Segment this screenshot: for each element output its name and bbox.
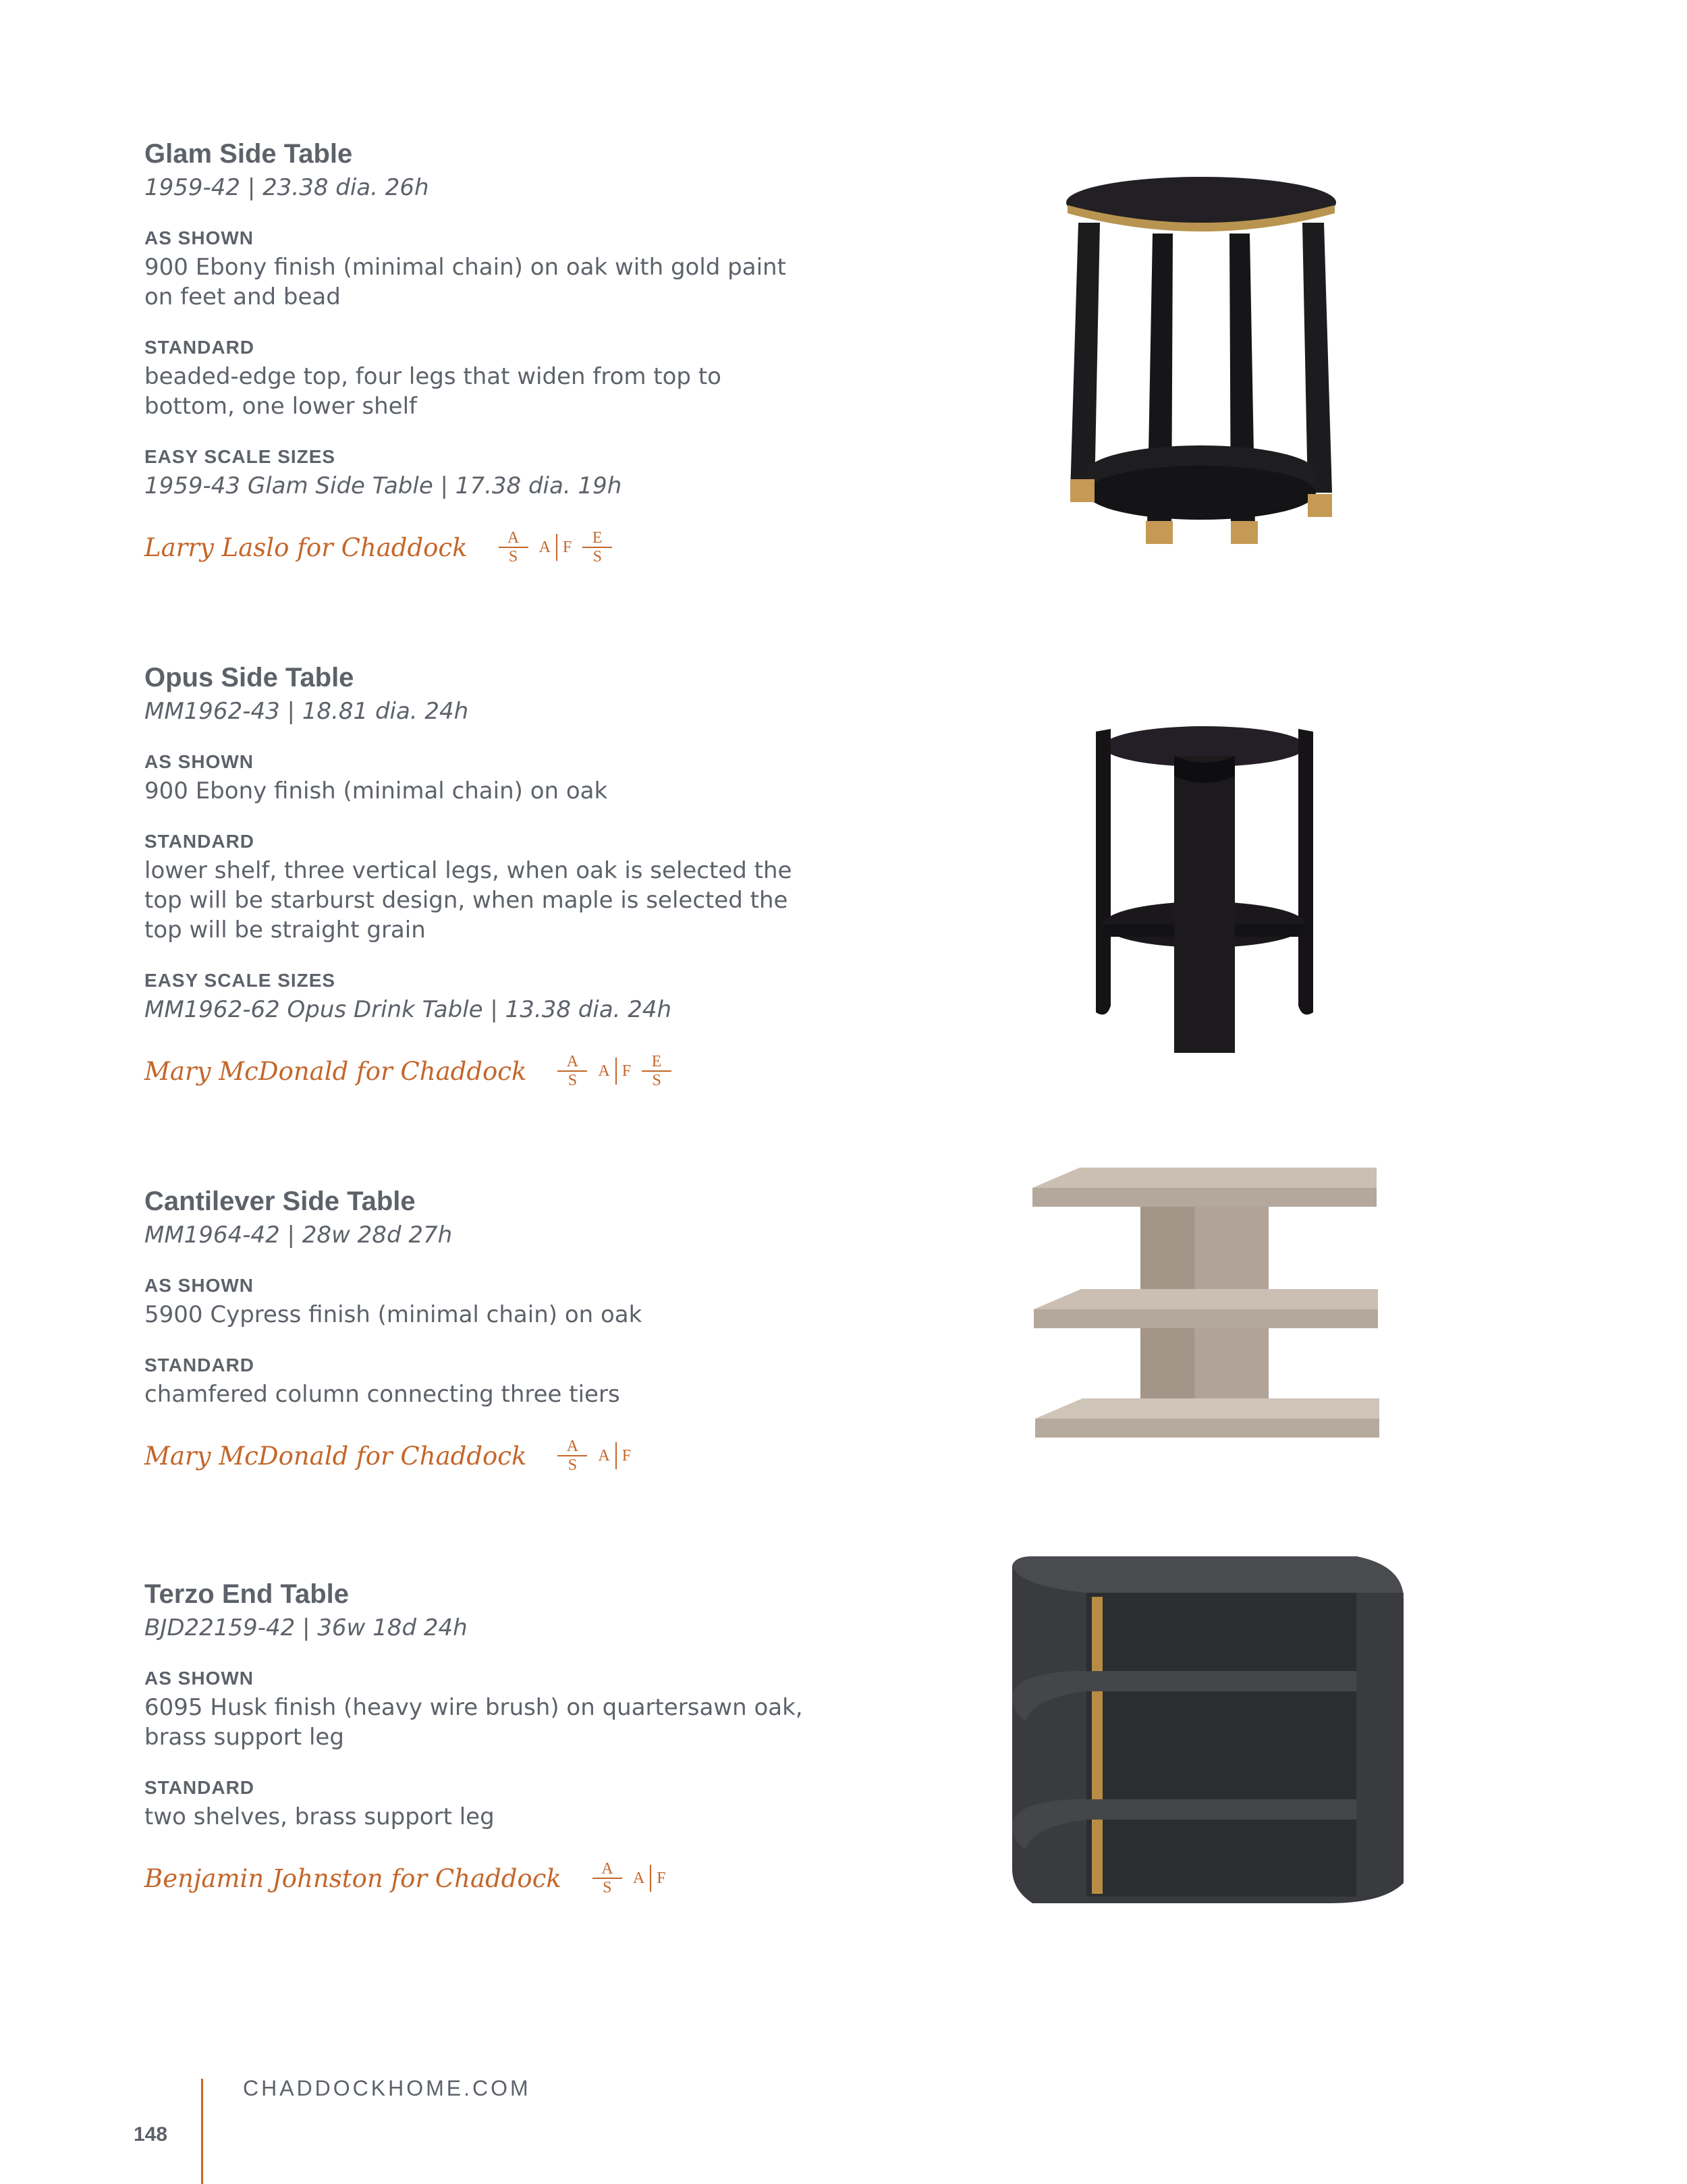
designer-name: Mary McDonald for Chaddock bbox=[144, 1441, 527, 1471]
product-cantilever-side-table bbox=[144, 1185, 887, 1479]
designer-name: Benjamin Johnston for Chaddock bbox=[144, 1863, 561, 1893]
standard-text: two shelves, brass support leg bbox=[144, 1803, 495, 1830]
mark-e-over-s: $\frac{E}{S}$ bbox=[582, 529, 612, 566]
as-shown-text: 900 Ebony finish (minimal chain) on oak with gold paint on feet and bead bbox=[144, 254, 786, 310]
easy-scale-label: EASY SCALE SIZES bbox=[144, 446, 336, 467]
standard-text: beaded-edge top, four legs that widen from top to bottom, one lower shelf bbox=[144, 363, 721, 420]
easy-scale-text: 1959-43 Glam Side Table | 17.38 dia. 19h bbox=[144, 472, 622, 499]
mark-a-over-s: $\frac{A}{S}$ bbox=[499, 529, 528, 566]
availability-marks bbox=[551, 1438, 635, 1474]
designer-row bbox=[144, 1855, 887, 1902]
standard-label: STANDARD bbox=[144, 337, 255, 358]
product-opus-side-table bbox=[144, 661, 887, 1095]
product-sku: MM1962-43 | 18.81 dia. 24h bbox=[144, 698, 469, 725]
mark-a-over-s: $\frac{A}{S}$ bbox=[557, 1053, 587, 1089]
standard-label: STANDARD bbox=[144, 1777, 255, 1798]
designer-name: Mary McDonald for Chaddock bbox=[144, 1056, 527, 1086]
easy-scale-text: MM1962-62 Opus Drink Table | 13.38 dia. 24h bbox=[144, 996, 672, 1023]
as-shown-label: AS SHOWN bbox=[144, 751, 254, 772]
as-shown-label: AS SHOWN bbox=[144, 227, 254, 248]
terzo-end-table-image bbox=[1005, 1552, 1410, 1910]
product-title: Cantilever Side Table bbox=[144, 1186, 416, 1216]
product-title: Terzo End Table bbox=[144, 1579, 349, 1609]
mark-a-over-s: $\frac{A}{S}$ bbox=[592, 1860, 622, 1896]
as-shown-text: 900 Ebony finish (minimal chain) on oak bbox=[144, 777, 608, 804]
product-sku: BJD22159-42 | 36w 18d 24h bbox=[144, 1614, 468, 1641]
product-glam-side-table bbox=[144, 138, 887, 571]
mark-a-f: A F bbox=[633, 1865, 666, 1892]
mark-e-over-s: $\frac{E}{S}$ bbox=[642, 1053, 671, 1089]
product-terzo-end-table bbox=[144, 1578, 887, 1902]
availability-marks bbox=[551, 1053, 678, 1089]
availability-marks bbox=[586, 1860, 670, 1896]
standard-label: STANDARD bbox=[144, 831, 255, 852]
mark-a-over-s: $\frac{A}{S}$ bbox=[557, 1438, 587, 1474]
opus-side-table-image bbox=[1086, 722, 1323, 1060]
mark-a-f: A F bbox=[539, 534, 572, 561]
availability-marks bbox=[492, 529, 619, 566]
product-title: Opus Side Table bbox=[144, 663, 354, 692]
glam-side-table-image bbox=[1053, 175, 1350, 553]
page-number: 148 bbox=[134, 2123, 168, 2146]
standard-text: lower shelf, three vertical legs, when oak is selected the top will be starburst design, when maple is selected the top will be straight grain bbox=[144, 857, 792, 944]
product-sku: MM1964-42 | 28w 28d 27h bbox=[144, 1222, 453, 1249]
standard-text: chamfered column connecting three tiers bbox=[144, 1381, 620, 1408]
standard-label: STANDARD bbox=[144, 1355, 255, 1375]
easy-scale-label: EASY SCALE SIZES bbox=[144, 970, 336, 991]
designer-row bbox=[144, 1432, 887, 1479]
designer-row bbox=[144, 524, 887, 571]
designer-name: Larry Laslo for Chaddock bbox=[144, 533, 468, 562]
footer-website[interactable]: CHADDOCKHOME.COM bbox=[243, 2076, 531, 2100]
as-shown-label: AS SHOWN bbox=[144, 1668, 254, 1689]
footer-divider bbox=[201, 2079, 203, 2184]
mark-a-f: A F bbox=[598, 1442, 631, 1469]
as-shown-label: AS SHOWN bbox=[144, 1275, 254, 1296]
cantilever-side-table-image bbox=[1019, 1161, 1390, 1498]
product-title: Glam Side Table bbox=[144, 139, 353, 169]
designer-row bbox=[144, 1047, 887, 1095]
mark-a-f: A F bbox=[598, 1058, 631, 1085]
product-sku: 1959-42 | 23.38 dia. 26h bbox=[144, 174, 429, 201]
as-shown-text: 5900 Cypress finish (minimal chain) on oak bbox=[144, 1301, 642, 1328]
as-shown-text: 6095 Husk finish (heavy wire brush) on quartersawn oak, brass support leg bbox=[144, 1694, 803, 1751]
